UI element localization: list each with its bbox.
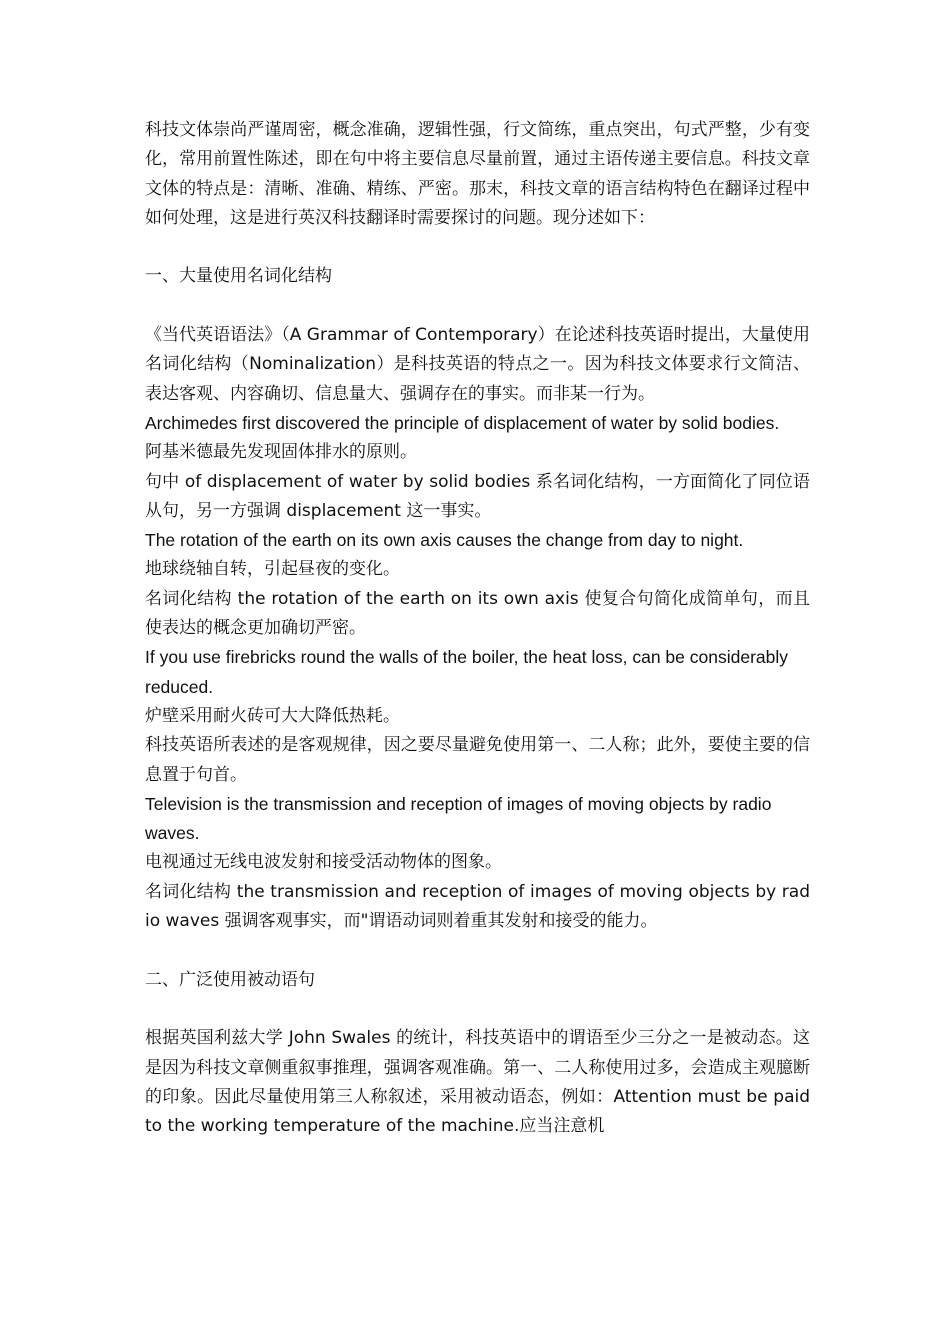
paragraph-spacer [145,233,810,262]
example-sentence-chinese: 炉壁采用耐火砖可大大降低热耗。 [145,705,400,726]
paragraph-spacer [145,995,810,1024]
example-sentence-english: If you use firebricks round the walls of the boiler, the heat loss, can be considerably reduced. [145,647,788,697]
section-heading-1: 一、大量使用名词化结构 [145,266,332,287]
example-explanation: 句中 of displacement of water by solid bodies 系名词化结构，一方面简化了同位语从句，另一方强调 displacement 这一事实。 [145,471,810,521]
section-1-intro: 《当代英语语法》（A Grammar of Contemporary）在论述科技英语时提出，大量使用名词化结构（Nominalization）是科技英语的特点之一。因为科技文体要求行文简洁、表达客观、内容确切、信息量大、强调存在的事实。而非某一行为。 [145,325,810,404]
section-heading-2: 二、广泛使用被动语句 [145,969,315,990]
example-sentence-chinese: 电视通过无线电波发射和接受活动物体的图象。 [145,852,502,873]
example-sentence-chinese: 阿基米德最先发现固体排水的原则。 [145,442,417,463]
example-explanation: 科技英语所表述的是客观规律，因之要尽量避免使用第一、二人称；此外，要使主要的信息置于句首。 [145,735,810,785]
example-sentence-english: Television is the transmission and reception of images of moving objects by radio waves. [145,793,772,844]
example-sentence-english: The rotation of the earth on its own axis causes the change from day to night. [145,530,744,551]
section-2-intro: 根据英国利兹大学 John Swales 的统计，科技英语中的谓语至少三分之一是被动态。这是因为科技文章侧重叙事推理，强调客观准确。第一、二人称使用过多，会造成主观臆断的印象。因此尽量使用第三人称叙述，采用被动语态，例如：Attention must be paid to the working temperature of the machine.应当注意机 [145,1028,810,1137]
intro-paragraph: 科技文体崇尚严谨周密，概念准确，逻辑性强，行文简练，重点突出，句式严整，少有变化，常用前置性陈述，即在句中将主要信息尽量前置，通过主语传递主要信息。科技文章文体的特点是：清晰、准确、精练、严密。那末，科技文章的语言结构特色在翻译过程中如何处理，这是进行英汉科技翻译时需要探讨的问题。现分述如下： [145,120,810,228]
document-body [145,116,810,1141]
paragraph-spacer [145,936,810,965]
paragraph-spacer [145,292,810,321]
example-explanation: 名词化结构 the rotation of the earth on its own axis 使复合句简化成简单句，而且使表达的概念更加确切严密。 [145,588,810,639]
example-sentence-chinese: 地球绕轴自转，引起昼夜的变化。 [145,559,400,580]
example-sentence-english: Archimedes first discovered the principle of displacement of water by solid bodies. [145,412,780,433]
example-explanation: 名词化结构 the transmission and reception of images of moving objects by radio waves 强调客观事实，而"谓语动词则着重其发射和接受的能力。 [145,881,810,932]
